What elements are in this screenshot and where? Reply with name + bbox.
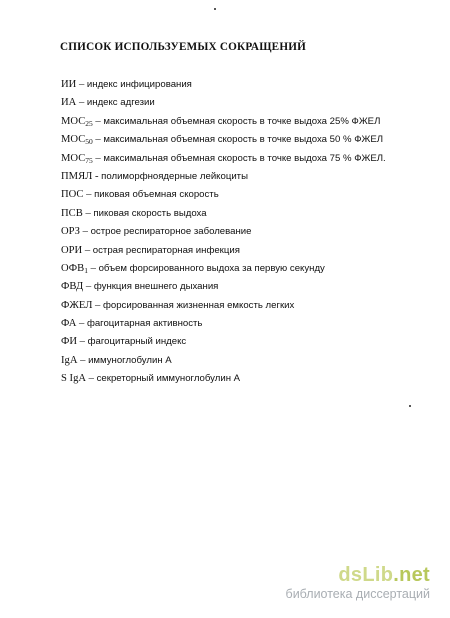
abbreviation-definition: пиковая скорость выдоха bbox=[93, 207, 207, 219]
abbreviation-definition: иммуноглобулин А bbox=[88, 354, 172, 366]
abbreviation-term: ФА bbox=[61, 318, 77, 330]
watermark bbox=[286, 564, 430, 602]
abbreviation-term: ОРЗ bbox=[61, 226, 80, 238]
abbreviation-separator: – bbox=[77, 336, 88, 348]
abbreviation-separator: – bbox=[79, 226, 91, 238]
abbreviation-item bbox=[61, 355, 386, 373]
watermark-logo: dsLib.net bbox=[338, 564, 430, 586]
abbreviation-term: S IgA bbox=[61, 373, 87, 385]
abbreviation-definition: фагоцитарная активность bbox=[86, 318, 203, 330]
abbreviation-item bbox=[61, 208, 386, 226]
abbreviation-term: ПСВ bbox=[61, 207, 83, 219]
scan-speck bbox=[409, 405, 411, 407]
abbreviation-item bbox=[61, 97, 386, 115]
abbreviation-item bbox=[61, 116, 386, 134]
abbreviation-definition: функция внешнего дыхания bbox=[93, 281, 219, 293]
abbreviation-separator: – bbox=[76, 79, 87, 90]
abbreviation-term: ИА bbox=[61, 97, 77, 109]
abbreviation-item bbox=[61, 373, 386, 391]
abbreviation-item bbox=[61, 245, 386, 263]
abbreviation-subscript: 25 bbox=[85, 118, 93, 128]
watermark-subtitle: библиотека диссертаций bbox=[285, 587, 430, 601]
abbreviation-item bbox=[61, 189, 386, 207]
abbreviation-term: ОРИ bbox=[61, 244, 83, 256]
abbreviation-item bbox=[61, 336, 386, 354]
abbreviation-separator: – bbox=[92, 152, 104, 164]
abbreviation-definition: пиковая объемная скорость bbox=[94, 189, 219, 201]
abbreviation-subscript: 50 bbox=[85, 137, 93, 147]
abbreviation-separator: – bbox=[92, 299, 103, 311]
abbreviation-definition: максимальная объемная скорость в точке выдоха 25% ФЖЕЛ bbox=[103, 115, 381, 127]
page-title: СПИСОК ИСПОЛЬЗУЕМЫХ СОКРАЩЕНИЙ bbox=[60, 41, 307, 53]
abbreviation-term: МОС bbox=[61, 134, 86, 146]
abbreviation-separator: - bbox=[92, 170, 102, 182]
abbreviation-definition: максимальная объемная скорость в точке выдоха 50 % ФЖЕЛ bbox=[103, 134, 384, 146]
abbreviation-definition: форсированная жизненная емкость легких bbox=[102, 299, 295, 311]
abbreviation-separator: – bbox=[82, 244, 93, 256]
abbreviation-subscript: 75 bbox=[85, 155, 93, 165]
abbreviation-term: IgA bbox=[61, 354, 78, 366]
abbreviation-term: ОФВ bbox=[61, 262, 85, 274]
abbreviation-definition: индекс адгезии bbox=[86, 97, 155, 109]
abbreviation-item bbox=[61, 79, 386, 97]
abbreviation-item bbox=[61, 281, 386, 299]
abbreviation-item bbox=[61, 171, 386, 189]
abbreviation-separator: – bbox=[87, 262, 99, 274]
abbreviation-separator: – bbox=[92, 134, 104, 146]
abbreviation-item bbox=[61, 263, 386, 281]
abbreviation-definition: острая респираторная инфекция bbox=[92, 244, 240, 256]
abbreviation-separator: – bbox=[86, 373, 97, 385]
abbreviation-term: ПОС bbox=[61, 189, 84, 201]
abbreviation-term: ПМЯЛ bbox=[61, 170, 93, 182]
abbreviation-definition: фагоцитарный индекс bbox=[87, 336, 187, 348]
abbreviation-separator: – bbox=[83, 189, 95, 201]
abbreviation-term: МОС bbox=[61, 115, 86, 127]
abbreviation-term: ИИ bbox=[61, 79, 77, 90]
abbreviation-term: МОС bbox=[61, 152, 86, 164]
abbreviation-separator: – bbox=[76, 97, 87, 109]
abbreviation-term: ФИ bbox=[61, 336, 78, 348]
abbreviation-definition: острое респираторное заболевание bbox=[90, 226, 252, 238]
abbreviation-item bbox=[61, 300, 386, 318]
abbreviation-separator: – bbox=[83, 281, 94, 293]
abbreviation-item bbox=[61, 153, 386, 171]
abbreviation-subscript: 1 bbox=[84, 265, 88, 275]
abbreviation-item bbox=[61, 226, 386, 244]
abbreviation-definition: индекс инфицирования bbox=[86, 79, 192, 90]
abbreviation-definition: объем форсированного выдоха за первую секунду bbox=[98, 262, 325, 274]
abbreviation-definition: максимальная объемная скорость в точке выдоха 75 % ФЖЕЛ. bbox=[103, 152, 386, 164]
abbreviation-definition: полиморфноядерные лейкоциты bbox=[101, 170, 248, 182]
scan-speck bbox=[214, 8, 216, 10]
abbreviation-separator: – bbox=[82, 207, 94, 219]
abbreviation-item bbox=[61, 134, 386, 152]
abbreviation-item bbox=[61, 318, 386, 336]
abbreviation-separator: – bbox=[77, 354, 89, 366]
abbreviation-separator: – bbox=[76, 318, 87, 330]
abbreviation-definition: секреторный иммуноглобулин А bbox=[96, 373, 241, 385]
abbreviation-separator: – bbox=[92, 115, 104, 127]
abbreviation-list bbox=[61, 79, 386, 392]
abbreviation-term: ФВД bbox=[61, 281, 84, 293]
abbreviation-term: ФЖЕЛ bbox=[61, 299, 93, 311]
